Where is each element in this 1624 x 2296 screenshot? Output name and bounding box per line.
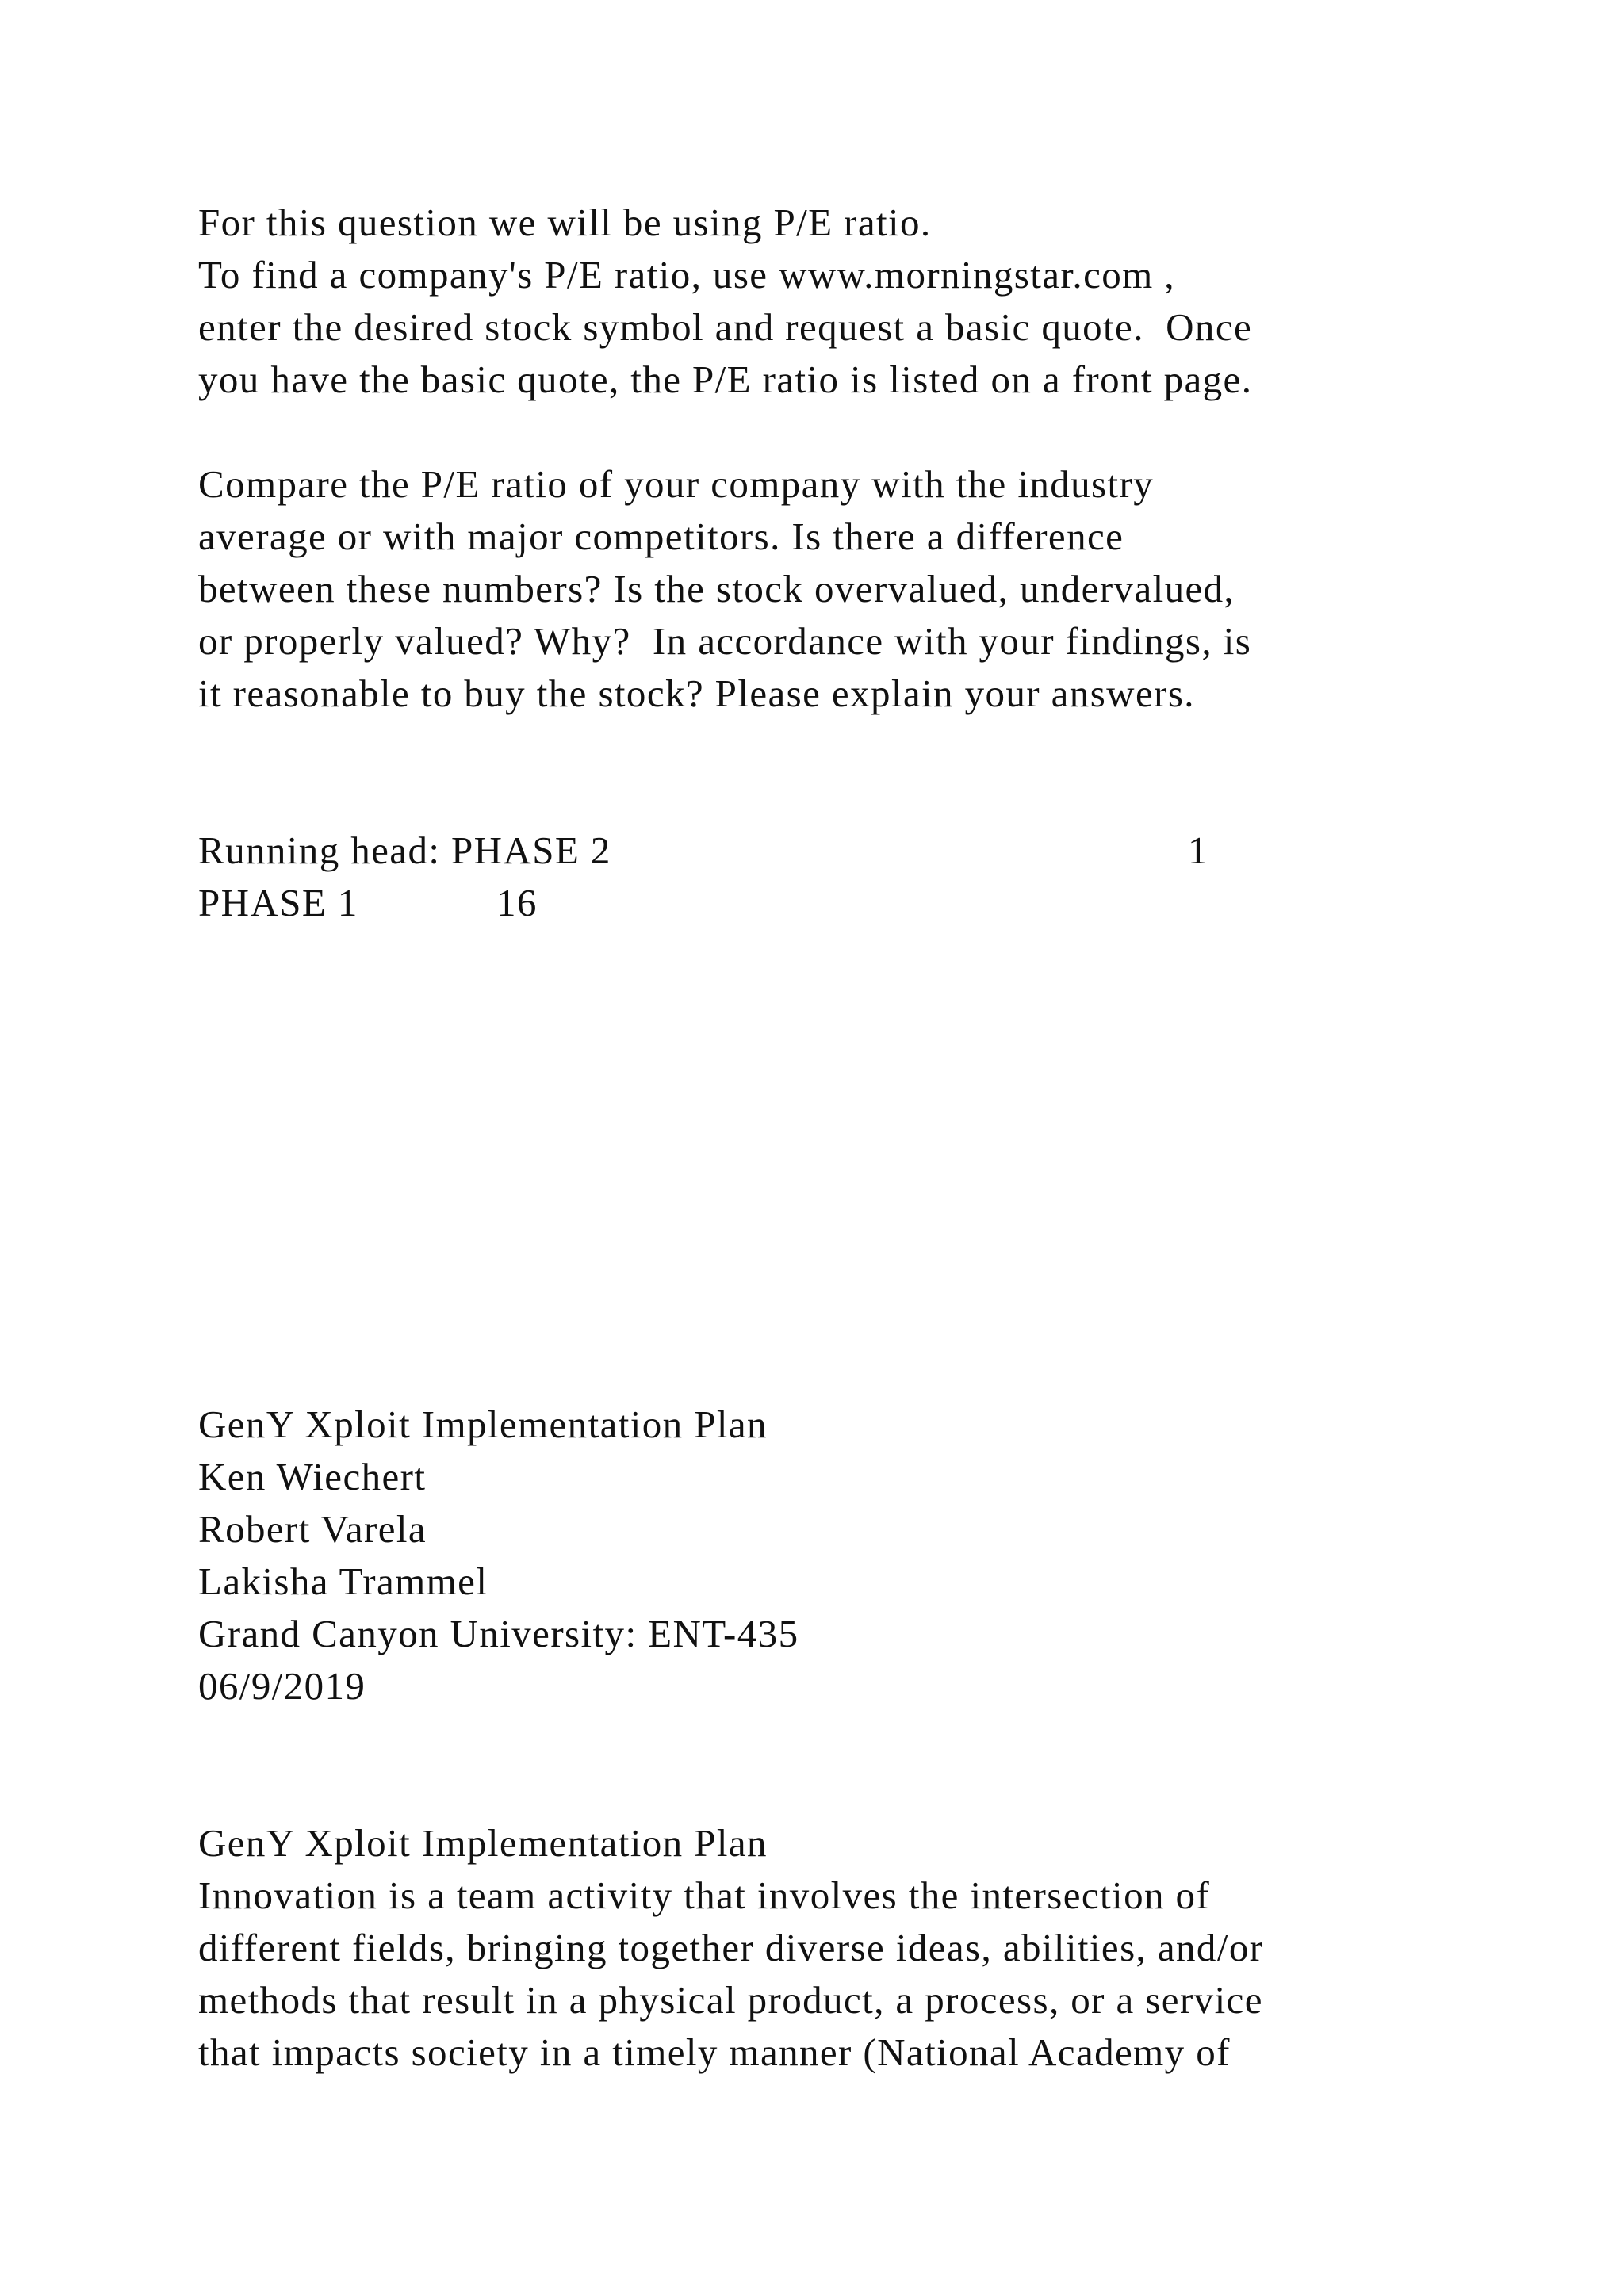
title-page-author-1: Ken Wiechert: [198, 1455, 427, 1498]
compare-line-2: average or with major competitors. Is there a difference: [198, 515, 1124, 558]
body-heading: GenY Xploit Implementation Plan: [198, 1821, 768, 1865]
question-line-1: For this question we will be using P/E ratio.: [198, 201, 932, 244]
title-page-title: GenY Xploit Implementation Plan: [198, 1402, 768, 1446]
running-head-page-number: 1: [1188, 828, 1208, 872]
question-line-2: To find a company's P/E ratio, use www.morningstar.com ,: [198, 253, 1175, 297]
title-page-institution: Grand Canyon University: ENT-435: [198, 1612, 799, 1655]
compare-line-1: Compare the P/E ratio of your company with the industry: [198, 462, 1155, 506]
question-line-4: you have the basic quote, the P/E ratio is listed on a front page.: [198, 358, 1253, 401]
phase-number: 16: [496, 881, 538, 924]
compare-line-4: or properly valued? Why? In accordance with your findings, is: [198, 619, 1252, 663]
title-page-date: 06/9/2019: [198, 1664, 366, 1708]
body-line-4: that impacts society in a timely manner (National Academy of: [198, 2030, 1231, 2074]
phase-label: PHASE 1: [198, 881, 358, 924]
body-line-3: methods that result in a physical product, a process, or a service: [198, 1978, 1263, 2022]
compare-line-3: between these numbers? Is the stock overvalued, undervalued,: [198, 567, 1235, 610]
question-line-3: enter the desired stock symbol and request a basic quote. Once: [198, 305, 1253, 349]
body-line-1: Innovation is a team activity that involves the intersection of: [198, 1873, 1211, 1917]
title-page-author-2: Robert Varela: [198, 1507, 427, 1551]
running-head-label: Running head: PHASE 2: [198, 828, 611, 872]
body-line-2: different fields, bringing together diverse ideas, abilities, and/or: [198, 1926, 1264, 1969]
title-page-author-3: Lakisha Trammel: [198, 1559, 488, 1603]
compare-line-5: it reasonable to buy the stock? Please explain your answers.: [198, 672, 1195, 715]
